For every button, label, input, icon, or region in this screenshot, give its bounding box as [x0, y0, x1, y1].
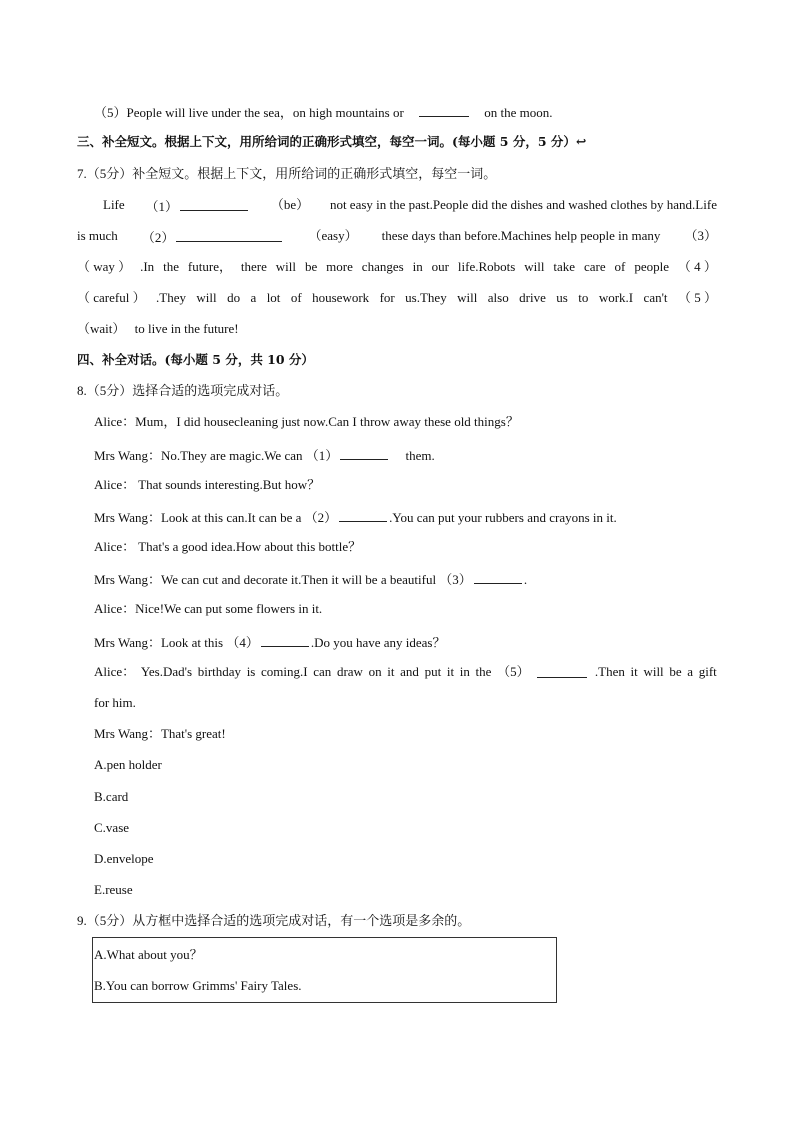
dialogue-word: .Then — [594, 664, 625, 679]
dialogue-word: draw — [336, 664, 363, 679]
q7-passage-line-1 — [103, 197, 717, 215]
passage-word: life.Robots — [457, 259, 516, 274]
answer-blank-5[interactable] — [537, 664, 587, 678]
answer-blank-4[interactable] — [261, 633, 309, 647]
passage-word: work.I — [598, 290, 634, 305]
question-7-prompt: 7.（5分）补全短文。根据上下文，用所给词的正确形式填空，每空一词。 — [77, 166, 497, 181]
passage-word: （ 5 ） — [677, 290, 717, 305]
dialogue-line-1: Alice：Mum，I did housecleaning just now.Can I throw away these old things？ — [94, 414, 519, 429]
section-heading-3: 三、补全短文。根据上下文，用所给词的正确形式填空，每空一词。(每小题 5 分，5 分）↩ — [77, 134, 587, 149]
passage-word: people — [634, 259, 669, 274]
q7-passage-line-3 — [77, 259, 717, 275]
option-a: A.pen holder — [94, 757, 162, 772]
option-c: C.vase — [94, 820, 130, 835]
dialogue-word: it — [630, 664, 638, 679]
dialogue-line-8 — [94, 633, 446, 651]
passage-word: can't — [643, 290, 668, 305]
passage-word: drive — [519, 290, 546, 305]
passage-word: of — [614, 259, 626, 274]
dialogue-text: Mrs Wang：Look at this （4） — [94, 635, 259, 650]
q7-passage-line-4 — [77, 290, 717, 306]
question-8-prompt: 8.（5分）选择合适的选项完成对话。 — [77, 383, 289, 398]
option-e: E.reuse — [94, 882, 133, 897]
dialogue-line-3: Alice： That sounds interesting.But how？ — [94, 477, 321, 492]
answer-blank-2[interactable] — [339, 508, 387, 522]
answer-blank-1[interactable] — [340, 446, 388, 460]
dialogue-word: coming.I — [261, 664, 308, 679]
dialogue-line-4 — [94, 508, 617, 526]
dialogue-word: will — [643, 664, 664, 679]
passage-text: not easy in the past.People did the dishes and washed clothes by hand.Life — [329, 197, 717, 212]
passage-word: also — [487, 290, 509, 305]
q7-passage-line-5 — [77, 321, 239, 337]
dialogue-text: .Do you have any ideas？ — [310, 635, 446, 650]
dialogue-word: and — [400, 664, 419, 679]
option-b: B.card — [94, 789, 129, 804]
dialogue-text: . — [523, 572, 528, 587]
dialogue-word: in — [459, 664, 470, 679]
dialogue-line-9 — [94, 664, 717, 680]
dialogue-word: （5） — [497, 664, 530, 679]
passage-word: care — [583, 259, 606, 274]
dialogue-word: be — [669, 664, 682, 679]
dialogue-line-5: Alice： That's a good idea.How about this bottle？ — [94, 539, 362, 554]
dialogue-line-6 — [94, 570, 527, 588]
dialogue-word: a — [687, 664, 694, 679]
passage-word: for — [379, 290, 395, 305]
dialogue-line-9-continued: for him. — [94, 695, 136, 710]
q5-line — [94, 103, 553, 121]
passage-text: to live in the future! — [134, 321, 239, 336]
answer-blank-1[interactable] — [180, 197, 248, 211]
dialogue-text: Mrs Wang：We can cut and decorate it.Then it will be a beautiful （3） — [94, 572, 472, 587]
passage-word: housework — [312, 290, 370, 305]
passage-word: （ careful ） — [77, 290, 146, 305]
passage-word: will — [524, 259, 545, 274]
dialogue-text: them. — [405, 448, 435, 463]
passage-word: us — [556, 290, 568, 305]
option-d: D.envelope — [94, 851, 154, 866]
dialogue-word: Alice： — [94, 664, 136, 679]
passage-word: .They — [156, 290, 186, 305]
dialogue-word: gift — [698, 664, 717, 679]
passage-word: the — [163, 259, 179, 274]
passage-word: our — [431, 259, 449, 274]
passage-word: Life — [103, 197, 125, 212]
blank-number-2: （2） — [141, 230, 175, 245]
passage-word: will — [275, 259, 297, 274]
dialogue-word: Yes.Dad's — [140, 664, 193, 679]
answer-blank-3[interactable] — [474, 570, 522, 584]
passage-word: of — [290, 290, 302, 305]
passage-word: lot — [266, 290, 281, 305]
dialogue-word: on — [368, 664, 382, 679]
hint-word-be: （be） — [270, 197, 310, 212]
dialogue-line-7: Alice：Nice!We can put some flowers in it. — [94, 601, 323, 616]
passage-word: to — [578, 290, 589, 305]
passage-word: （ 4 ） — [677, 259, 717, 274]
passage-word: there — [240, 259, 267, 274]
box-option-a: A.What about you？ — [94, 947, 203, 962]
passage-word: a — [250, 290, 257, 305]
hint-word-wait: （wait） — [77, 321, 126, 336]
answer-blank-2[interactable] — [176, 228, 282, 242]
dialogue-line-10: Mrs Wang：That's great! — [94, 726, 226, 741]
passage-word: （ way ） — [77, 259, 132, 274]
dialogue-word: is — [246, 664, 256, 679]
dialogue-text: .You can put your rubbers and crayons in it. — [389, 510, 617, 525]
blank-group-1 — [145, 197, 250, 215]
passage-word: will — [457, 290, 478, 305]
passage-text: is much — [77, 228, 118, 243]
q5-text-before: （5）People will live under the sea，on high mountains or — [94, 105, 404, 120]
dialogue-word: can — [313, 664, 332, 679]
answer-blank[interactable] — [419, 103, 469, 117]
passage-word: will — [196, 290, 217, 305]
passage-word: in — [412, 259, 423, 274]
dialogue-text: Mrs Wang：Look at this can.It can be a （2） — [94, 510, 338, 525]
dialogue-word: put — [424, 664, 442, 679]
blank-number-1: （1） — [145, 199, 178, 214]
passage-word: take — [553, 259, 576, 274]
passage-word: more — [326, 259, 353, 274]
dialogue-word: it — [446, 664, 455, 679]
question-9-prompt: 9.（5分）从方框中选择合适的选项完成对话，有一个选项是多余的。 — [77, 913, 471, 928]
dialogue-word: it — [387, 664, 395, 679]
passage-word: future， — [187, 259, 232, 274]
passage-word: changes — [361, 259, 404, 274]
passage-word: do — [227, 290, 241, 305]
dialogue-word: the — [475, 664, 492, 679]
section-heading-4: 四、补全对话。(每小题 5 分，共 10 分） — [77, 352, 314, 367]
dialogue-text: Mrs Wang：No.They are magic.We can （1） — [94, 448, 339, 463]
passage-word: .In — [140, 259, 155, 274]
passage-text: these days than before.Machines help people in many — [381, 228, 661, 243]
hint-word-easy: （easy） — [308, 228, 358, 243]
options-box — [92, 937, 557, 1003]
q5-text-after: on the moon. — [484, 105, 553, 120]
box-option-b: B.You can borrow Grimms' Fairy Tales. — [94, 978, 302, 993]
blank-number-3: （3） — [684, 228, 717, 243]
passage-word: us.They — [405, 290, 447, 305]
q7-passage-line-2 — [77, 228, 717, 246]
blank-group-2 — [142, 228, 285, 246]
passage-word: be — [304, 259, 318, 274]
dialogue-line-2 — [94, 446, 435, 464]
dialogue-word: birthday — [197, 664, 242, 679]
